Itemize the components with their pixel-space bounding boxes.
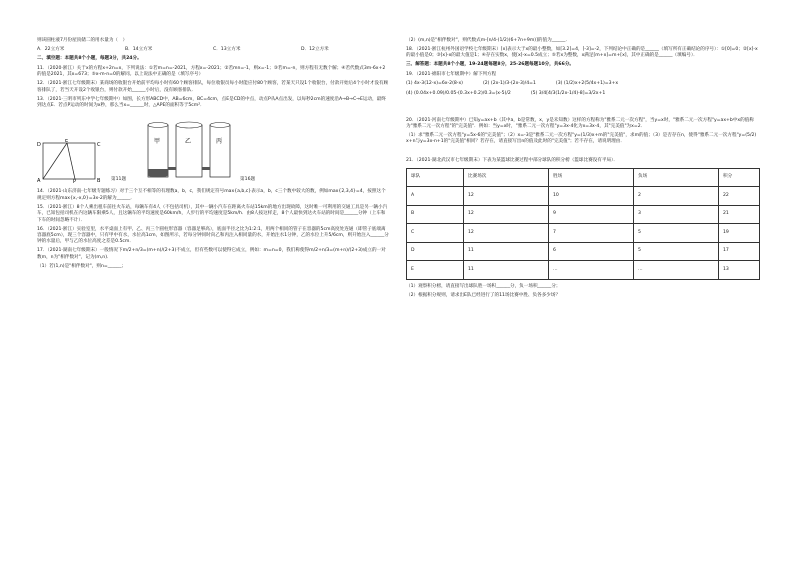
- question-17-part-2: （2）(m,n)是"相伴数对"，则代数式m-[n/4-(1/2)(6+7n+9m)]的值为______．: [406, 38, 571, 43]
- cell: 10: [549, 187, 634, 206]
- section-2-heading: 二、填空题：本题共8个小题，每题3分，共24分。: [37, 56, 142, 62]
- rectangle-figure: [37, 139, 107, 183]
- cell: 7: [549, 224, 634, 243]
- header-points: 积分: [719, 168, 760, 187]
- equation-2: (2) (2x-1)/3-(2x-3)/4=1: [482, 80, 536, 86]
- label-p: P: [73, 179, 77, 184]
- cell: E: [407, 261, 464, 280]
- cylinders-figure: [144, 119, 236, 183]
- option-c: C．13立方米: [213, 47, 241, 52]
- question-21-part-1: （1）观察积分榜，请直接写出球队胜一场积______分，负一场积______分；: [406, 283, 561, 289]
- question-19-equations-row-1: [406, 81, 758, 87]
- cell: 6: [549, 242, 634, 261]
- cell: 13: [719, 261, 760, 280]
- cell: …: [634, 261, 719, 280]
- table-header-row: [407, 168, 760, 187]
- label-a: A: [37, 178, 41, 184]
- label-d: D: [37, 142, 41, 149]
- label-b: B: [97, 178, 101, 184]
- cell: 9: [549, 205, 634, 224]
- cell: 21: [719, 205, 760, 224]
- question-16: 16．（2021·浙江）实验室里，水平桌面上有甲、乙、丙三个圆柱形容器（容器足够高），底面半径之比为1:2:1，用两个相同的管子在容器的5cm高度处连通（即管子底端离容器底5cm），现三个容器中，只有甲中有水，水位高1cm，如图所示，若每分钟同时向乙和丙注入相同量的水，开始注水1分钟，乙的水位上升5/6cm，则开始注入______分钟的水量后，甲与乙的水位高度之差是0.5cm．: [37, 226, 389, 245]
- right-column: [406, 38, 758, 302]
- label-c: C: [97, 142, 101, 149]
- equation-5: (5) 3/4[4/3(1/2x-1/4)-8]=3/2x+1: [530, 91, 606, 97]
- option-b: B．14立方米: [125, 47, 153, 52]
- question-17: 17．（2021·湖南七年级期末）一般情况下m/2+n/3=(m+n)/(2+3)不成立，但有些数可以使得它成立，例如：m=n=0，我们称使得m/2+n/3=(m+n)/(2+3)成立的一对数m，n为"相伴数对"，记为(m,n)．: [37, 248, 386, 260]
- equation-1: (1) 4x-3(12-x)=6x-2(8-x): [406, 80, 463, 86]
- question-15: 15．（2021·浙江）8个人乘出租车前往火车站，每辆车有4人（不包括司机），其中一辆小汽车在距离火车站15km的地方出现故障，这时唯一可利用的交通工具是另一辆小汽车，已知包括司机在内这辆车限乘5人，且这辆车的平均速度是60km/h，人步行的平均速度是5km/h．由8人按这样走，8个人最快到达火车站的时间是______分钟（上车和下车的时间忽略不计）．: [37, 204, 388, 223]
- cell: A: [407, 187, 464, 206]
- figures-row: [37, 113, 389, 183]
- cell: 22: [719, 187, 760, 206]
- cell: 3: [634, 205, 719, 224]
- question-18: 18．（2021·浙江杭州外国语学校七年级期末）[x]表示大于x的最小整数，如[3.2]=4，[-3]=-2，下列结论中正确的是______（填写所有正确结论的序号）：①[0]=0；②[x]-x的最小值是0；③[x]-x的最大值是1；④存在实数x，使[x]-x=0.5成立；⑤若x为整数，x满足[m+x]=m+[x]，其中正确的是______（填编号）．: [406, 47, 758, 59]
- table-row: [407, 242, 760, 261]
- cylinder-label-yi: 乙: [185, 138, 192, 146]
- question-21-part-2: （2）根据积分规则，请求出E队已经进行了的11场比赛中胜、负各多少场？: [406, 292, 561, 298]
- cell: 2: [634, 187, 719, 206]
- option-a: A．22立方米: [37, 47, 65, 52]
- cell: C: [407, 224, 464, 243]
- question-20-parts: （1）求"雅系二元一次方程"y=5x-6的"完美值"；（2）x=-3是"雅系二元一次方程"y=(1/3)x+m的"完美值"，求m的值；（3）是否存在n，使得"雅系二元一次方程"y=(5/2)x+n与y=3x-n+1的"完美值"相同？若存在，请直接写出n的值及此时的"完美值"；若不存在，请说明理由．: [406, 133, 757, 145]
- figure-16-caption: 第16题: [240, 177, 256, 183]
- cell: …: [549, 261, 634, 280]
- header-team: 球队: [407, 168, 464, 187]
- cell: D: [407, 242, 464, 261]
- header-losses: 负场: [634, 168, 719, 187]
- table-row: [407, 187, 760, 206]
- question-14: 14．（2021·山东济南·七年级专题练习）对于三个互不相等的有理数a，b，c，我们规定符号max{a,b,c}表示a，b，c三个数中较大的数，例如max{2,3,4}=4，按照这个规定则方程max{x,-x,0}=3x-2的解为______．: [37, 189, 386, 201]
- question-13: 13．（2021·三明市列东中学七年级期中）如图，长方形ABCD中，AB=6cm，BC=4cm，点E是CD的中点，动点P从A点出发，以每秒2cm的速度沿A→B→C→E运动，最终到达点E．若点P运动的时间为x秒，那么当x=______时，△APE的面积等于5cm²．: [37, 96, 386, 109]
- question-10-tail: 则该圆柱液7月份屋顶储二的用水量为（ ）: [37, 38, 128, 43]
- cell: 17: [719, 242, 760, 261]
- cylinder-label-jia: 甲: [154, 138, 161, 146]
- cell: B: [407, 205, 464, 224]
- header-wins: 胜场: [549, 168, 634, 187]
- equation-4: (4) (0.04x+0.09)/0.05-(0.3x+0.2)/0.3=(x-5)/2: [406, 91, 511, 97]
- question-19-equations-row-2: [406, 91, 758, 97]
- table-row: [407, 261, 760, 280]
- cell: 5: [634, 224, 719, 243]
- equation-3: (3) (1/2)x+2(5/4x+1)=3+x: [555, 80, 619, 86]
- cell: 5: [634, 242, 719, 261]
- cell: 11: [464, 242, 549, 261]
- rectangle-abcd-diagram: [37, 139, 107, 183]
- table-row: [407, 224, 760, 243]
- section-3-heading: 三、解答题：本题共8个小题，19-24题每题8分，25-26题每题10分，共66分。: [406, 62, 575, 68]
- cell: 12: [464, 224, 549, 243]
- question-17-part-1: （1）若(1,n)是"相伴数对"，则n=______；: [37, 263, 127, 269]
- cell: 19: [719, 224, 760, 243]
- question-12: 12．（2021·浙江七年级期末）某商场的收银台开始前平均每小时有60个顾客排队，每位收银员每小时能应付80个顾客，若某天只设1个收银台，付款开始后4个小时才没有顾客排队了，若当天开设2个收银台，则付款开始______小时后，没有顾客排队．: [37, 81, 389, 93]
- cylinder-label-bing: 丙: [216, 138, 223, 146]
- figure-11-caption: 第11题: [111, 177, 127, 183]
- standings-table: [406, 168, 760, 280]
- header-games: 比赛场次: [464, 168, 549, 187]
- question-19: 19．（2021·绵阳市七年级期中）解下列方程: [406, 71, 497, 77]
- question-11: 11．（2020·浙江）关于x的方程x+2n=x，下列说法：①若m=n=-2021，方程x=-2021；②若mn=-1，则x=-1；③若m=-n，则方程有无数个解；④若代数式3m-6x+2的值是2021，其x=673；⑤x-m-n=0的解同。以上说法中正确的是（填写序号）: [37, 65, 386, 78]
- label-e: E: [65, 139, 69, 145]
- table-row: [407, 205, 760, 224]
- question-21: 21．（2021·湖北武汉市七年级期末）下表为某篮球比赛过程中部分球队的积分榜（篮球比赛没有平局）．: [406, 158, 618, 164]
- cell: 11: [464, 261, 549, 280]
- question-20: 20．（2021·河南七年级期中）已知y=ax+b（其中a，b是常数，x，y是未知数）这样的方程称为"雅系二元一次方程"，当y=x时，"雅系二元一次方程"y=ax+b中x的值称为"雅系二元一次方程"的"完美值"．例如：当y=x时，"雅系二元一次方程"y=3x-4化为x=3x-4，其"完美值"为x=2．: [406, 117, 754, 130]
- option-d: D．12立方米: [301, 47, 329, 52]
- cell: 12: [464, 187, 549, 206]
- question-10-options: [37, 47, 389, 53]
- three-cylinders-diagram: [144, 119, 236, 183]
- cell: 12: [464, 205, 549, 224]
- left-column: [37, 38, 389, 273]
